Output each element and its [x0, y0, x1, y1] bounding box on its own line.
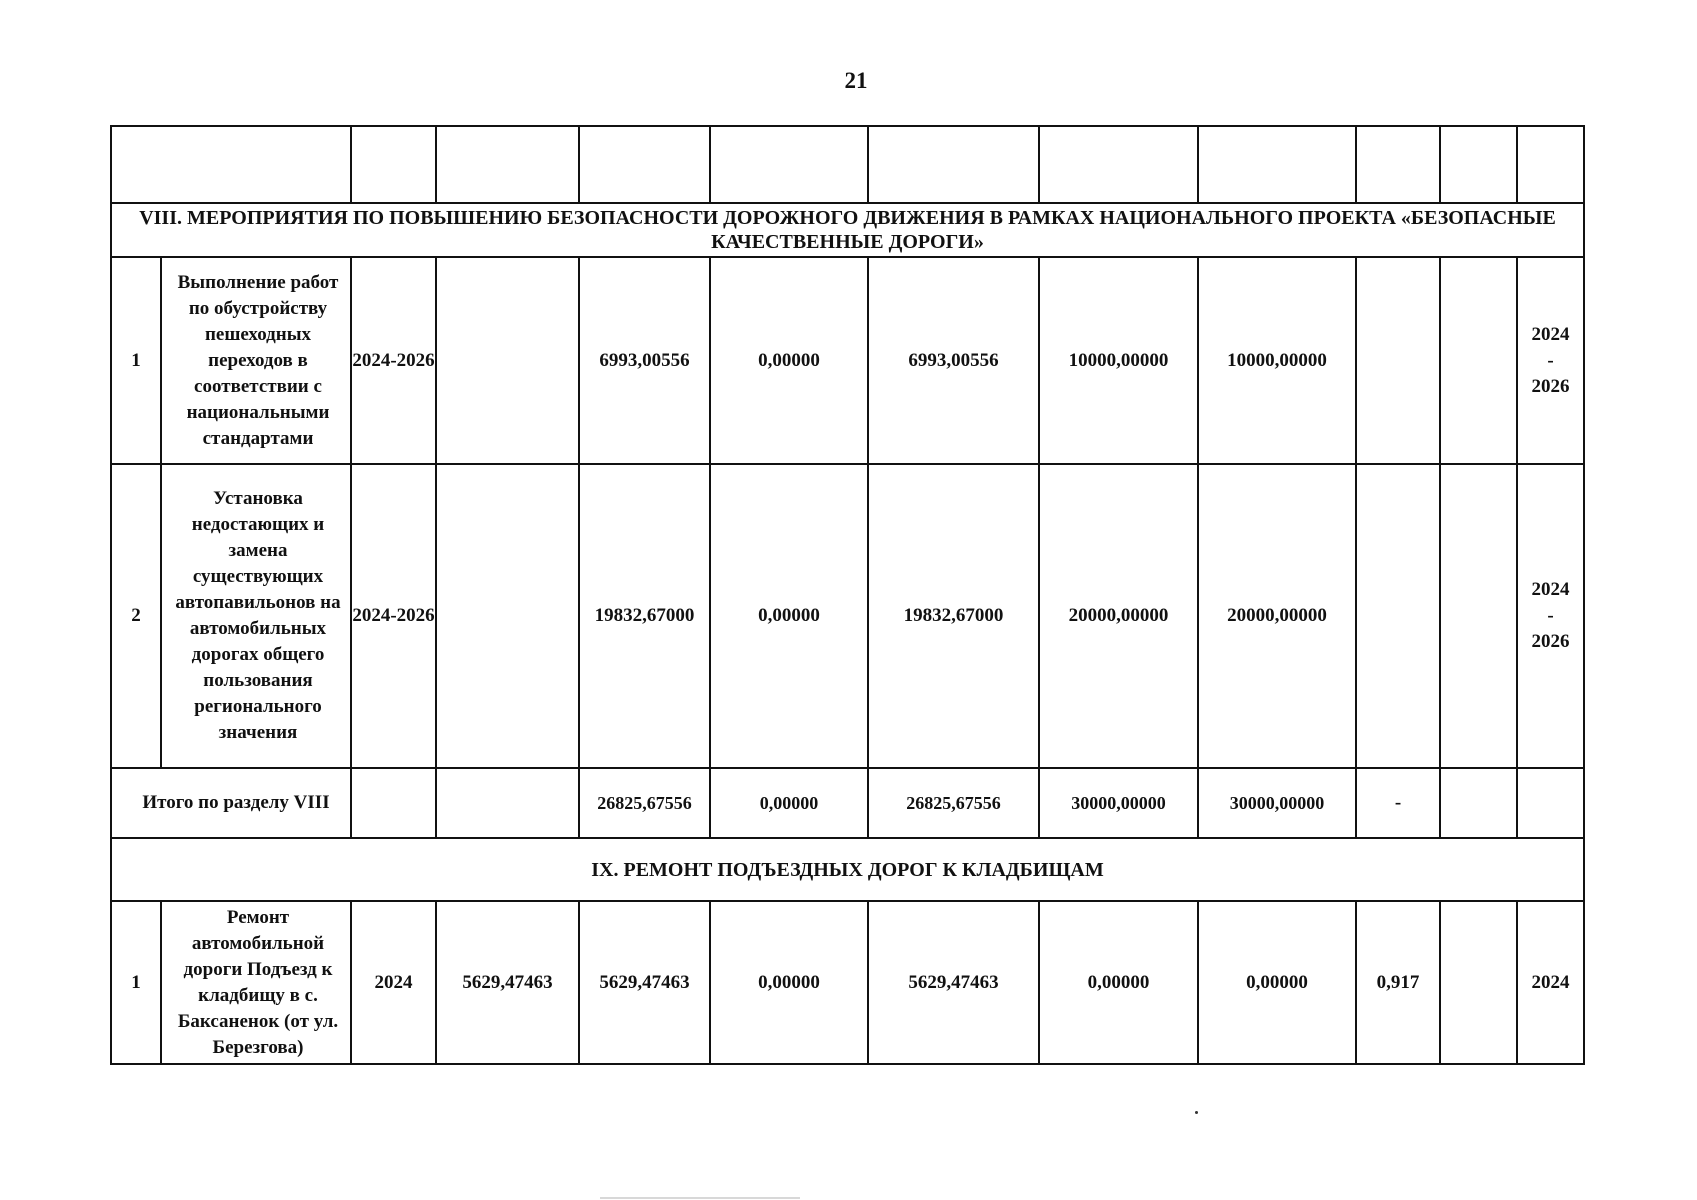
total-value: 26825,67556 [579, 768, 710, 838]
total-value: 26825,67556 [868, 768, 1039, 838]
value-cell: 5629,47463 [868, 901, 1039, 1064]
term-start: 2024 [1531, 579, 1570, 600]
program-table [110, 125, 1585, 1065]
header-cell [1198, 126, 1356, 203]
value-cell: 10000,00000 [1039, 257, 1198, 464]
value-cell [1356, 464, 1440, 768]
value-cell [1440, 901, 1517, 1064]
table-row [111, 464, 1584, 768]
header-cell [1440, 126, 1517, 203]
term-start: 2024 [1531, 323, 1570, 345]
measure-name: Выполнение работ по обустройству пешеходных переходов в соответствии с национальными стандартами [161, 257, 351, 464]
section-viii-title: VIII. МЕРОПРИЯТИЯ ПО ПОВЫШЕНИЮ БЕЗОПАСНОСТИ ДОРОЖНОГО ДВИЖЕНИЯ В РАМКАХ НАЦИОНАЛЬНОГО ПРОЕКТА «БЕЗОПАСНЫЕ КАЧЕСТВЕННЫЕ ДОРОГИ» [111, 203, 1584, 257]
value-cell: 19832,67000 [868, 464, 1039, 768]
value-cell: 0,00000 [710, 257, 868, 464]
header-cell [868, 126, 1039, 203]
header-cell [579, 126, 710, 203]
value-cell: 0,00000 [710, 464, 868, 768]
page-number: 21 [844, 68, 868, 93]
value-cell [1440, 464, 1517, 768]
value-cell: 0,00000 [1039, 901, 1198, 1064]
value-cell: 6993,00556 [868, 257, 1039, 464]
row-number: 2 [111, 464, 161, 768]
value-cell: 0,00000 [710, 901, 868, 1064]
header-cell [1517, 126, 1584, 203]
term-end: 2026 [1531, 375, 1570, 397]
value-cell [1440, 768, 1517, 838]
header-cell [351, 126, 436, 203]
header-cell [1356, 126, 1440, 203]
header-cell [710, 126, 868, 203]
section-viii-title-row [111, 203, 1584, 257]
value-cell: 20000,00000 [1039, 464, 1198, 768]
table-row [111, 901, 1584, 1064]
value-cell [351, 768, 436, 838]
period-cell: 2024-2026 [351, 464, 436, 768]
term-cell [1517, 464, 1584, 768]
value-cell: 20000,00000 [1198, 464, 1356, 768]
period-cell: 2024-2026 [351, 257, 436, 464]
header-cell [111, 126, 351, 203]
value-cell: 0,917 [1356, 901, 1440, 1064]
term-cell [1517, 257, 1584, 464]
header-cell [1039, 126, 1198, 203]
value-cell: 10000,00000 [1198, 257, 1356, 464]
total-value: 30000,00000 [1039, 768, 1198, 838]
term-end: 2026 [1531, 631, 1570, 652]
section-ix-title: IX. РЕМОНТ ПОДЪЕЗДНЫХ ДОРОГ К КЛАДБИЩАМ [111, 838, 1584, 901]
section-ix-title-row [111, 838, 1584, 901]
value-cell: 19832,67000 [579, 464, 710, 768]
header-continuation-row [111, 126, 1584, 203]
total-value: 30000,00000 [1198, 768, 1356, 838]
value-cell [436, 257, 579, 464]
value-cell: 0,00000 [1198, 901, 1356, 1064]
value-cell [1440, 257, 1517, 464]
measure-name: Ремонт автомобильной дороги Подъезд к кладбищу в с. Баксаненок (от ул. Березгова) [161, 901, 351, 1064]
total-value: - [1356, 768, 1440, 838]
measure-name: Установка недостающих и замена существующих автопавильонов на автомобильных дорогах общего пользования регионального значения [161, 464, 351, 768]
header-cell [436, 126, 579, 203]
value-cell [436, 464, 579, 768]
value-cell: 5629,47463 [436, 901, 579, 1064]
row-number: 1 [111, 901, 161, 1064]
term-cell: 2024 [1517, 901, 1584, 1064]
scan-artifact [600, 1197, 800, 1199]
total-row [111, 768, 1584, 838]
scan-speck [1195, 1111, 1198, 1114]
value-cell: 5629,47463 [579, 901, 710, 1064]
period-cell: 2024 [351, 901, 436, 1064]
table-row [111, 257, 1584, 464]
value-cell [1517, 768, 1584, 838]
value-cell [436, 768, 579, 838]
term-dash: - [1547, 605, 1554, 626]
term-dash: - [1547, 349, 1554, 371]
total-label: Итого по разделу VIII [111, 768, 351, 838]
total-value: 0,00000 [710, 768, 868, 838]
value-cell: 6993,00556 [579, 257, 710, 464]
row-number: 1 [111, 257, 161, 464]
value-cell [1356, 257, 1440, 464]
